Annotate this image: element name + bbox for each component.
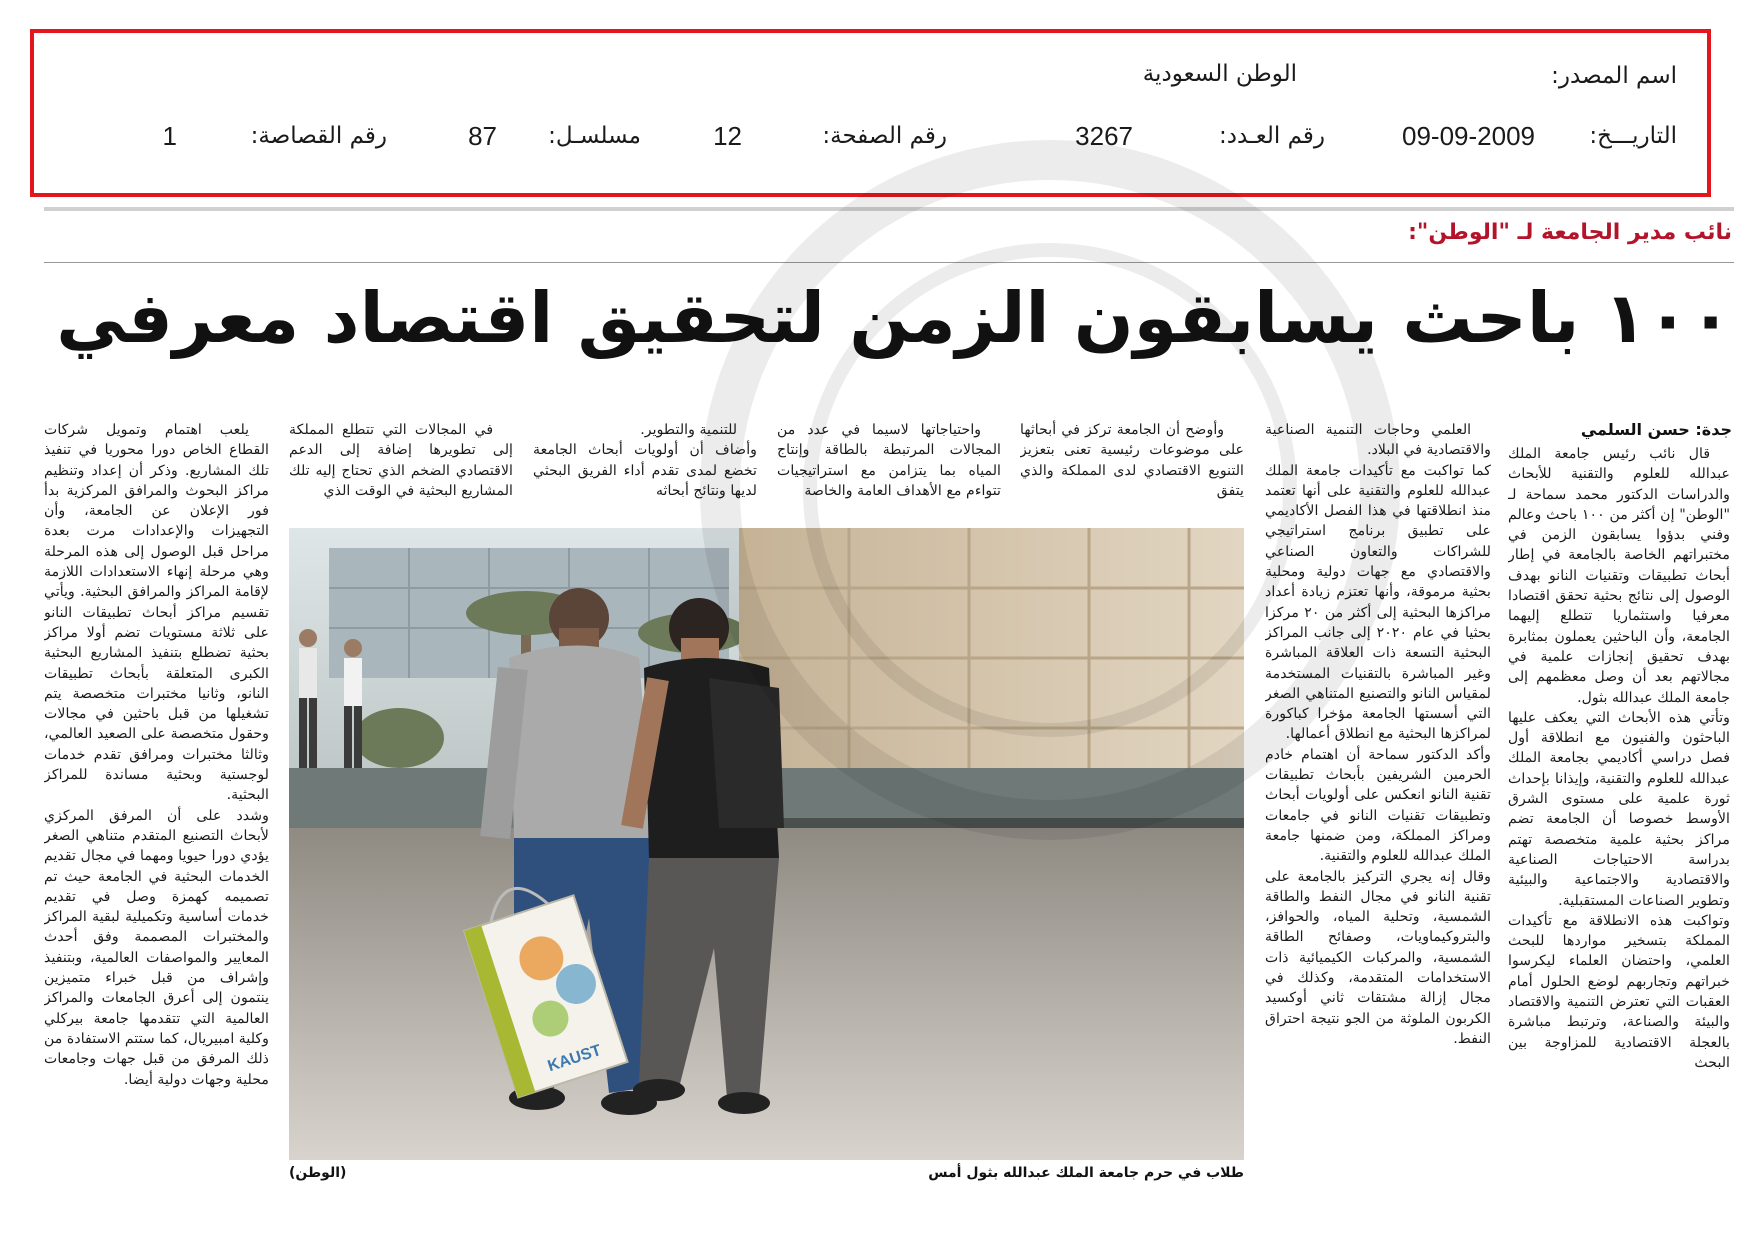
article-column-4: [777, 420, 1001, 520]
column-5-text: للتنمية والتطوير. وأضاف أن أولويات أبحاث الجامعة تخضع لمدى تقدم أداء الفريق البحثي لديها ونتائج أبحاثه: [533, 422, 757, 499]
issue-value: 3267: [1075, 121, 1133, 151]
column-7-text: يلعب اهتمام وتمويل شركات القطاع الخاص دورا محوريا في تنفيذ تلك المشاريع. وذكر أن إعداد وتنظيم مراكز البحوث والمرافق المركزية بدأ فور الإعلان عن الجامعة، وأن التجهيزات والإعدادات مرت بعدة مراحل قبل الوصول إلى هذه المرحلة وهي مرحلة إنهاء الاستعدادات اللازمة لإقامة المراكز والمرافق البحثية. ويأتي تقسيم مراكز أبحاث تطبيقات النانو على ثلاثة مستويات تضم أولا مراكز بحثية تضطلع بتنفيذ المشاريع البحثية الكبرى المتعلقة بأبحاث تطبيقات النانو، وثانيا مختبرات متخصصة يتم تشغيلها من قبل باحثين في مجالات وحقول متخصصة على الصعيد العالمي، وثالثا مختبرات ومرافق تقدم خدمات لوجستية وبحثية مساندة للمراكز البحثية. وشدد على أن المرفق المركزي لأبحاث التصنيع المتقدم متناهي الصغر يؤدي دورا حيويا ومهما في مجال تقديم الخدمات البحثية في الجامعة حيث تم تصميمه كهمزة وصل في تقديم خدمات أساسية وتكميلية لبقية المراكز والمختبرات المصممة وفق أحدث المعايير والمواصفات العالمية، وبتنفيذ وإشراف من قبل خبراء متميزين ينتمون إلى أعرق الجامعات والمراكز العالمية التي تتقدمها جامعة بيركلي وكلية امبيريال، كما ستتم الاستفادة من ذلك المرفق من قبل جهات وجامعات محلية وجهات دولية أيضا.: [44, 422, 269, 1088]
photo-caption-bar: [289, 1165, 1244, 1189]
clip-label: رقم القصاصة:: [250, 123, 387, 149]
column-1-text: قال نائب رئيس جامعة الملك عبدالله للعلوم والتقنية للأبحاث والدراسات الدكتور محمد سماحة لـ "الوطن" إن أكثر من ١٠٠ باحث وعالم وفني بدؤوا يسابقون الزمن في مختبراتهم الخاصة بالجامعة في إطار أبحاث تطبيقات وتقنيات النانو بهدف الوصول إلى نتائج بحثية تحقق اقتصادا معرفيا واستثماريا تتطلع إليهما الجامعة، وأن الباحثين يعملون بمثابرة بهدف تحقيق إنجازات علمية في مجالاتهم بعد أن وصل معظمهم إلى جامعة الملك عبدالله بثول. وتأتي هذه الأبحاث التي يعكف عليها الباحثون والفنيون مع انطلاقة أول فصل دراسي أكاديمي بجامعة الملك عبدالله للعلوم والتقنية، وإيذانا بإحداث ثورة علمية على مستوى الشرق الأوسط خصوصا أن الجامعة تضم مراكز بحثية علمية متخصصة تهتم بدراسة الاحتياجات الصناعية والاقتصادية والاجتماعية والبيئية وتطوير الصناعات المستقبلية. وتواكبت هذه الانطلاقة مع تأكيدات المملكة بتسخير مواردها للبحث العلمي، واحتضان العلماء ليكرسوا خبراتهم وتجاربهم لوضع الحلول أمام العقبات التي تعترض التنمية والاقتصاد والبيئة والصناعة، وترتبط مباشرة بالعجلة الاقتصادية للمزاوجة بين البحث: [1508, 446, 1730, 1071]
article-column-3: [1020, 420, 1244, 520]
article-kicker: نائب مدير الجامعة لـ "الوطن":: [1408, 220, 1732, 245]
article-photo: [289, 528, 1244, 1160]
column-3-text: وأوضح أن الجامعة تركز في أبحاثها على موضوعات رئيسية تعنى بتعزيز التنويع الاقتصادي لدى المملكة والذي يتفق: [1020, 422, 1244, 499]
clip-value: 1: [162, 121, 177, 151]
serial-label: مسلسـل:: [548, 123, 641, 149]
photo-credit: (الوطن): [289, 1165, 347, 1181]
column-2-text: العلمي وحاجات التنمية الصناعية والاقتصادية في البلاد. كما تواكبت مع تأكيدات جامعة الملك عبدالله للعلوم والتقنية على أنها تعتمد منذ انطلاقتها في هذا الفصل الأكاديمي على تطبيق برنامج استراتيجي للشراكات والتعاون الصناعي والاقتصادي مع جهات دولية ومحلية بحثية مرموقة، وأنها تعتزم زيادة أعداد مراكزها البحثية إلى أكثر من ٢٠ مركزا بحثيا في عام ٢٠٢٠ إلى جانب المراكز البحثية التسعة ذات العلاقة المباشرة وغير المباشرة بالتقنيات المستخدمة لمقياس النانو والتصنيع المتناهي الصغر التي أسستها الجامعة مؤخرا كباكورة لمراكزها البحثية مع انطلاق أعمالها. وأكد الدكتور سماحة أن اهتمام خادم الحرمين الشريفين بأبحاث تطبيقات تقنية النانو انعكس على أولويات أبحاث وتطبيقات تقنيات النانو في جامعات ومراكز المملكة، ومن ضمنها جامعة الملك عبدالله للعلوم والتقنية. وقال إنه يجري التركيز بالجامعة على تقنية النانو في مجال النفط والطاقة الشمسية، وتحلية المياه، والحوافز، والبتروكيماويات، وصفائح الطاقة الشمسية، والمركبات الكيميائية ذات الاستخدامات المتقدمة، وكذلك في مجال إزالة مشتقات ثاني أوكسيد الكربون الملوثة من الجو نتيجة احتراق النفط.: [1265, 422, 1491, 1047]
article-column-7: [44, 420, 269, 1200]
date-value: 09-09-2009: [1402, 121, 1535, 151]
date-label: التاريـــخ:: [1589, 123, 1677, 149]
headline-divider: [44, 262, 1734, 263]
photo-caption: طلاب في حرم جامعة الملك عبدالله بثول أمس: [928, 1165, 1244, 1181]
serial-value: 87: [468, 121, 497, 151]
source-metadata-box: [30, 29, 1711, 197]
article-column-6: [289, 420, 513, 520]
source-value: الوطن السعودية: [1142, 61, 1297, 87]
source-label: اسم المصدر:: [1551, 63, 1677, 89]
article-column-2: [1265, 420, 1491, 1200]
article-byline: جدة: حسن السلمي: [1580, 420, 1732, 439]
article-headline: ١٠٠ باحث يسابقون الزمن لتحقيق اقتصاد معرفي: [56, 277, 1732, 359]
issue-label: رقم العـدد:: [1218, 123, 1325, 149]
bag-brand-text: KAUST: [545, 1041, 604, 1076]
page-value: 12: [713, 121, 742, 151]
column-6-text: في المجالات التي تتطلع المملكة إلى تطويرها إضافة إلى الدعم الاقتصادي الضخم الذي تحتاج إليه تلك المشاريع البحثية في الوقت الذي: [289, 422, 513, 499]
kicker-divider: [44, 207, 1734, 211]
column-4-text: واحتياجاتها لاسيما في عدد من المجالات المرتبطة بالطاقة وإنتاج المياه بما يتزامن مع استراتيجيات تتواءم مع الأهداف العامة والخاصة: [777, 422, 1001, 499]
page-label: رقم الصفحة:: [822, 123, 947, 149]
article-column-1: [1508, 444, 1730, 1200]
photo-illustration: [289, 528, 1244, 1160]
article-column-5: [533, 420, 757, 520]
